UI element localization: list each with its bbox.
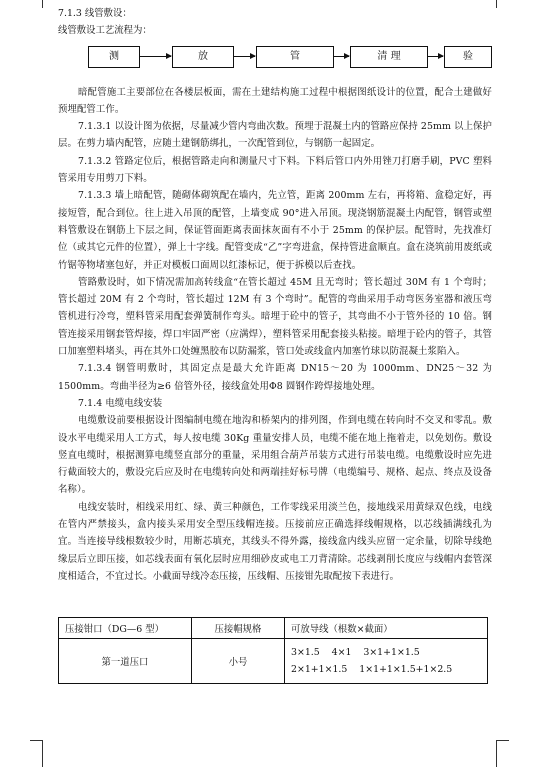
combo-line: 3×1.5 4×1 3×1+1×1.5 (291, 647, 420, 658)
process-flowchart (58, 46, 492, 74)
table-row (59, 639, 488, 684)
paragraph: 7.1.3.1 以设计图为依据，尽量减少管内弯曲次数。预埋于混凝土内的管路应保持 25mm 以上保护层。在剪力墙内配管，应随土建钢筋绑扎，一次配管到位，与钢筋一起固定。 (58, 121, 492, 150)
crop-mark (497, 740, 509, 742)
flow-arrow (427, 56, 443, 57)
paragraph: 7.1.3.4 钢管明敷时，其固定点是最大允许距离 DN15～20 为 1000mm、DN25～32 为 1500mm。弯曲半径为≥6 倍管外径，接线盒处用Φ8 圆钢作跨焊接地处理。 (58, 363, 492, 392)
table-header-cell: 压接帽规格 (192, 618, 285, 639)
crop-mark (496, 0, 509, 8)
table-cell-cap: 小号 (192, 639, 285, 684)
flow-arrow (233, 56, 255, 57)
table-cell-combos (285, 639, 488, 684)
crimping-table (58, 617, 488, 684)
flow-step-pipe: 管 (256, 46, 334, 68)
combo-line: 2×1+1×1.5 1×1+1×1.5+1×2.5 (291, 664, 453, 675)
paragraph: 电缆敷设前要根据设计图编制电缆在地沟和桥架内的排列图，作到电缆在转向时不交叉和零乱。敷设水平电缆采用人工方式，每人按电缆 30Kg 重量安排人员，电缆不能在地上拖着走，以免划伤。敷设竖直电缆时，根据测算电缆竖直部分的重量，采用组合葫芦吊装方式进行吊装电缆。电缆敷设时应先进行截面较大的，敷设完后应及时在电缆转向处和两端挂好标号牌（电缆编号、规格、起点、终点及设备名称）。 (58, 415, 492, 496)
flow-step-measure: 测 (88, 46, 140, 68)
crop-mark (42, 740, 55, 767)
flow-step-clean: 清 理 (350, 46, 428, 68)
subsection-heading: 7.1.4 电缆电线安装 (78, 397, 163, 409)
flow-arrow (333, 56, 349, 57)
table-header-cell: 可放导线（根数×截面） (285, 618, 488, 639)
section-heading: 7.1.3 线管敷设： (58, 8, 132, 19)
crop-mark (42, 0, 55, 8)
paragraph: 暗配管施工主要部位在各楼层板面，需在土建结构施工过程中根据图纸设计的位置，配合土建做好预埋配管工作。 (58, 86, 492, 115)
flow-step-layout: 放 (172, 46, 234, 68)
crop-mark (30, 740, 42, 742)
flow-arrow (139, 56, 171, 57)
table-header-cell: 压接钳口（DG—6 型） (59, 618, 192, 639)
paragraph: 管路敷设时，如下情况需加高转线盒“在管长超过 45M 且无弯时；管长超过 30M 有 1 个弯时；管长超过 20M 有 2 个弯时，管长超过 12M 有 3 个弯时”。配管的弯曲采用手动弯医务室器和液压弯管机进行冷弯，塑料管采用配套弹簧制作弯头。暗埋于砼中的管子，其弯曲不小于管外径的 10 倍。钢管连接采用钢套管焊接，焊口牢固严密（应满焊），塑料管采用配套接头粘接。暗埋于砼内的管子，其管口加塞塑料堵头，再在其外口处缠黑胶布以防漏浆，管口处或线盒内加塞竹球以防混凝土浆陷入。 (58, 276, 492, 358)
paragraph: 7.1.3.2 管路定位后，根据管路走向和测量尺寸下料。下料后管口内外用锉刀打磨手刷，PVC 塑料管采用专用剪刀下料。 (58, 155, 492, 185)
flow-title: 线管敷设工艺流程为： (58, 25, 152, 37)
table-header-row (59, 618, 488, 639)
document-body (58, 5, 492, 585)
flow-step-inspect: 验 (444, 46, 492, 68)
paragraph: 7.1.3.3 墙上暗配管，随砌体砌筑配在墙内，先立管，距离 200mm 左右，再将箱、盒稳定好，再接短管，配合到位。往上进入吊顶的配管，上墙变成 90°进入吊顶。现浇钢筋混凝土内配管，钢管或塑料管敷设在钢筋上下层之间，保证管面距离表面抹灰面有不小于 25mm 的保护层。配管时，先找准灯位（或其它元件的位置），弹上十字线。配管变成“乙”字弯进盒，保持管进盒顺直。盒在浇筑前用废纸或竹锯等物堵塞包好，并正对模板口面周以红漆标记，便于拆模以后查找。 (58, 190, 492, 271)
table-cell-jaw: 第一道压口 (59, 639, 192, 684)
paragraph: 电线安装时，相线采用红、绿、黄三种颜色，工作零线采用淡兰色，接地线采用黄绿双色线，电线在管内严禁接头，盒内接头采用安全型压线帽连接。压接前应正确选择线帽规格，以芯线插满线孔为宜。当连接导线根数较少时，用断芯填充，其线头不得外露，接线盒内线头应留一定余量，切除导线绝缘层后立即压接，如芯线表面有氧化层时应用细砂皮或电工刀背清除。芯线剥削长度应与线帽内套管深度相适合，不宜过长。小截面导线冷态压接，压线帽、压接钳先取配按下表进行。 (58, 501, 492, 582)
crop-mark (496, 740, 509, 767)
